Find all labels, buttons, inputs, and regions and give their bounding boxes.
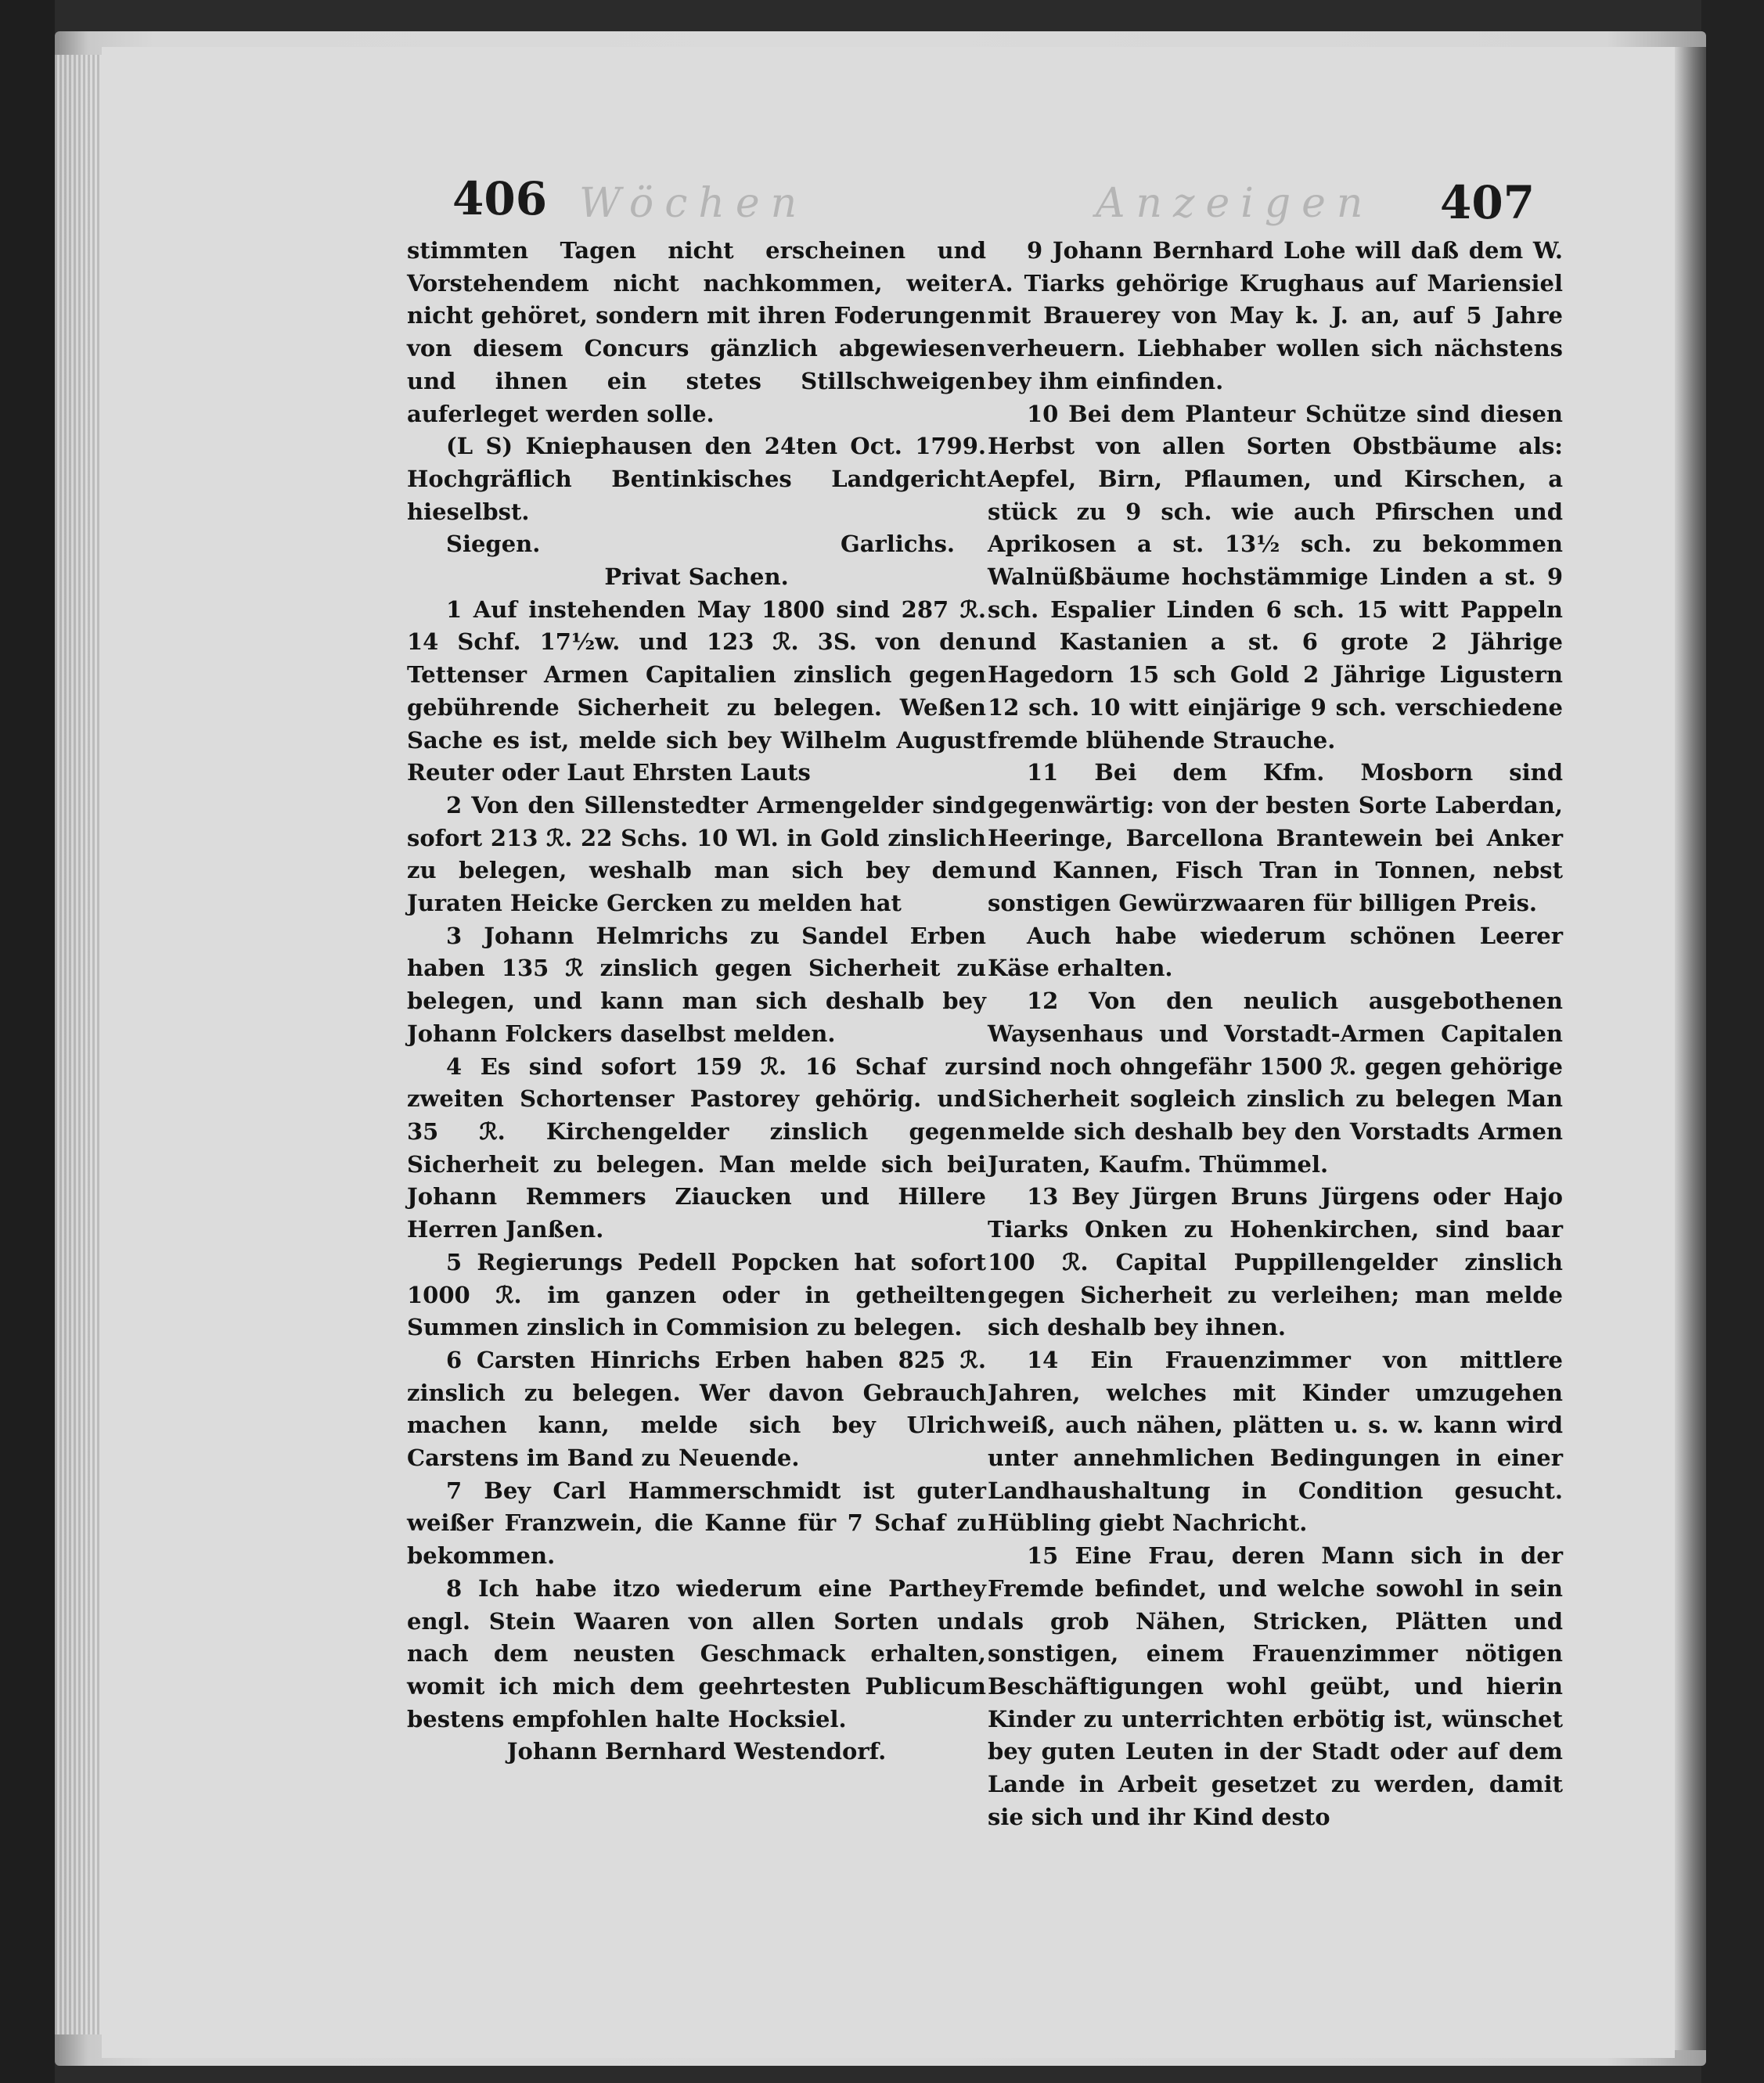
- scan-background-right: [1701, 0, 1764, 2083]
- notice: 4 Es sind sofort 159 ℛ. 16 Schaf zur zweiten Schortenser Pastorey gehörig. und 35 ℛ. Kirchengelder zinslich gegen Sicherheit zu belegen. Man melde sich bei Johann Remmers Ziaucken und Hillere Herren Janßen.: [407, 1052, 986, 1243]
- signature-left: Siegen.: [446, 531, 541, 558]
- notice: 12 Von den neulich ausgebothenen Waysenhaus und Vorstadt-Armen Capitalen sind noch ohngefähr 1500 ℛ. gegen gehörige Sicherheit sogleich zinslich zu belegen Man melde sich deshalb bey den Vorstadts Armen Juraten, Kaufm. Thümmel.: [988, 988, 1563, 1178]
- notice: 14 Ein Frauenzimmer von mittlere Jahren, welches mit Kinder umzugehen weiß, auch nähen, plätten u. s. w. kann wird unter annehmlichen Bedingungen in einer Landhaushaltung in Condition gesucht. Hübling giebt Nachricht.: [988, 1346, 1563, 1537]
- signature-right: Garlichs.: [840, 531, 955, 558]
- scan-background-left: [0, 0, 55, 2083]
- page-edges: [55, 55, 102, 2034]
- running-head-right: Anzeigen: [1096, 180, 1374, 227]
- page-number-left: 406: [452, 172, 548, 225]
- notice: 11 Bei dem Kfm. Mosborn sind gegenwärtig: von der besten Sorte Laberdan, Heeringe, Barcellona Brantewein bei Anker und Kannen, Fisch Tran in Tonnen, nebst sonstigen Gewürzwaaren für billigen Preis.: [988, 759, 1563, 917]
- book-gutter: [1675, 47, 1706, 2050]
- notice: 5 Regierungs Pedell Popcken hat sofort 1000 ℛ. im ganzen oder in getheilten Summen zinslich in Commision zu belegen.: [407, 1248, 986, 1341]
- notice: 6 Carsten Hinrichs Erben haben 825 ℛ. zinslich zu belegen. Wer davon Gebrauch machen kann, melde sich bey Ulrich Carstens im Band zu Neuende.: [407, 1346, 986, 1472]
- notice: Auch habe wiederum schönen Leerer Käse erhalten.: [988, 922, 1563, 982]
- notice: 13 Bey Jürgen Bruns Jürgens oder Hajo Tiarks Onken zu Hohenkirchen, sind baar 100 ℛ. Capital Puppillengelder zinslich gegen Sicherheit zu verleihen; man melde sich deshalb bey ihnen.: [988, 1183, 1563, 1341]
- signature-line: [407, 528, 986, 561]
- running-head-left: Wöchen: [579, 180, 808, 227]
- notice: 9 Johann Bernhard Lohe will daß dem W. A. Tiarks gehörige Krughaus auf Mariensiel mit Brauerey von May k. J. an, auf 5 Jahre verheuern. Liebhaber wollen sich nächstens bey ihm einfinden.: [988, 237, 1563, 394]
- notice: 3 Johann Helmrichs zu Sandel Erben haben 135 ℛ zinslich gegen Sicherheit zu belegen, und kann man sich deshalb bey Johann Folckers daselbst melden.: [407, 922, 986, 1047]
- paragraph: (L S) Kniephausen den 24ten Oct. 1799. Hochgräflich Bentinkisches Landgericht hieselbst.: [407, 433, 986, 525]
- closing-name: Johann Bernhard Westendorf.: [506, 1738, 887, 1765]
- paragraph: stimmten Tagen nicht erscheinen und Vorstehendem nicht nachkommen, weiter nicht gehöret, sondern mit ihren Foderungen von diesem Concurs gänzlich abgewiesen und ihnen ein stetes Stillschweigen auferleget werden solle.: [407, 237, 986, 427]
- notice: 8 Ich habe itzo wiederum eine Parthey engl. Stein Waaren von allen Sorten und nach dem neusten Geschmack erhalten, womit ich mich dem geehrtesten Publicum bestens empfohlen halte Hocksiel.: [407, 1574, 986, 1732]
- left-column: [407, 235, 986, 1768]
- notice: 7 Bey Carl Hammerschmidt ist guter weißer Franzwein, die Kanne für 7 Schaf zu bekommen.: [407, 1477, 986, 1570]
- notice: 1 Auf instehenden May 1800 sind 287 ℛ. 14 Schf. 17½w. und 123 ℛ. 3S. von den Tettenser Armen Capitalien zinslich gegen gebührende Sicherheit zu belegen. Weßen Sache es ist, melde sich bey Wilhelm August Reuter oder Laut Ehrsten Lauts: [407, 595, 986, 786]
- section-title: Privat Sachen.: [604, 563, 789, 591]
- notice: 2 Von den Sillenstedter Armengelder sind sofort 213 ℛ. 22 Schs. 10 Wl. in Gold zinslich zu belegen, weshalb man sich bey dem Juraten Heicke Gercken zu melden hat: [407, 791, 986, 917]
- notice: 10 Bei dem Planteur Schütze sind diesen Herbst von allen Sorten Obstbäume als: Aepfel, Birn, Pflaumen, und Kirschen, a stück zu 9 sch. wie auch Pfirschen und Aprikosen a st. 13½ sch. zu bekommen Walnüßbäume hochstämmige Linden a st. 9 sch. Espalier Linden 6 sch. 15 witt Pappeln und Kastanien a st. 6 grote 2 Jährige Hagedorn 15 sch Gold 2 Jährige Ligustern 12 sch. 10 witt einjärige 9 sch. verschiedene fremde blühende Strauche.: [988, 400, 1563, 754]
- page-number-right: 407: [1440, 176, 1535, 229]
- notice: 15 Eine Frau, deren Mann sich in der Fremde befindet, und welche sowohl in sein als grob Nähen, Stricken, Plätten und sonstigen, einem Frauenzimmer nötigen Beschäftigungen wohl geübt, und hierin Kinder zu unterrichten erbötig ist, wünschet bey guten Leuten in der Stadt oder auf dem Lande in Arbeit gesetzet zu werden, damit sie sich und ihr Kind desto: [988, 1542, 1563, 1830]
- right-column: [988, 235, 1563, 1833]
